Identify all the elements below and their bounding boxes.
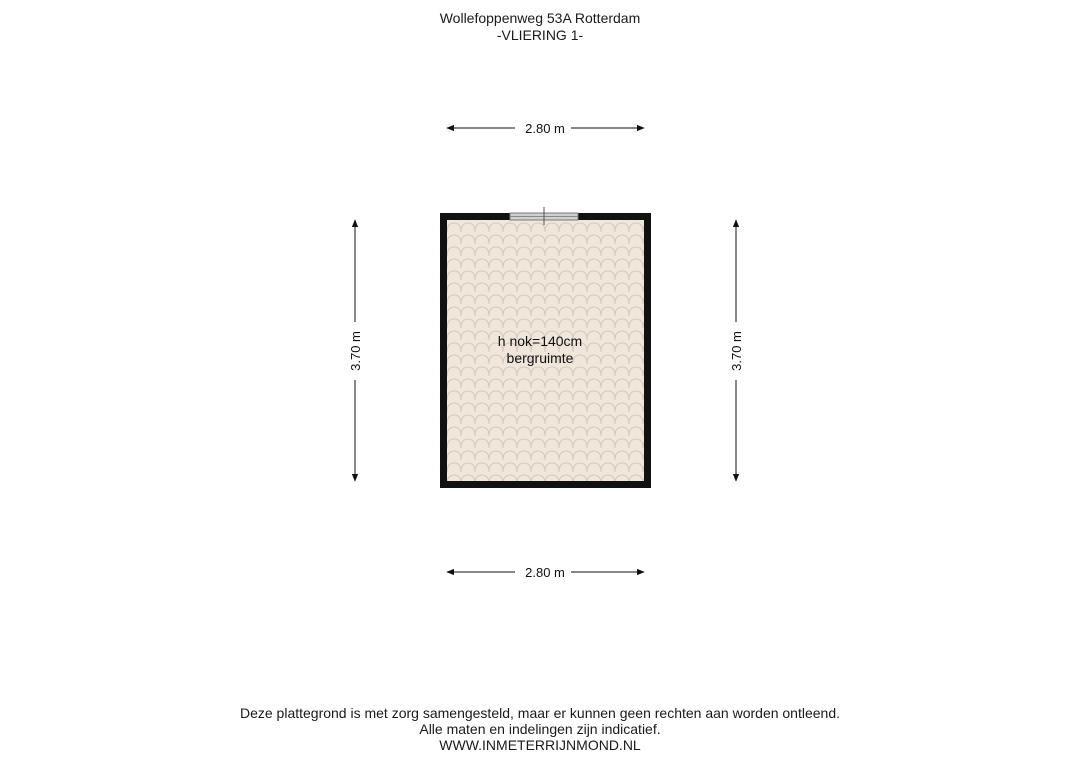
dimension-bottom-label: 2.80 m (525, 565, 565, 580)
dimension-left (348, 220, 363, 481)
floor-title: -VLIERING 1- (496, 27, 584, 43)
room-height-label: h nok=140cm (497, 333, 583, 349)
disclaimer-line-2: Alle maten en indelingen zijn indicatief. (419, 721, 661, 737)
disclaimer-line-1: Deze plattegrond is met zorg samengesteld, maar er kunnen geen rechten aan worden ontleend. (239, 705, 841, 721)
address-title: Wollefoppenweg 53A Rotterdam (439, 10, 641, 26)
dimension-left-label: 3.70 m (348, 331, 363, 371)
room-storage (440, 207, 651, 488)
room-name-label: bergruimte (506, 350, 574, 366)
dimension-top (447, 121, 644, 136)
dimension-top-label: 2.80 m (525, 121, 565, 136)
website-link[interactable]: WWW.INMETERRIJNMOND.NL (439, 737, 641, 753)
plan-footer (0, 705, 1080, 753)
dimension-right-label: 3.70 m (729, 331, 744, 371)
dimension-bottom (447, 565, 644, 580)
dimension-right (729, 220, 744, 481)
